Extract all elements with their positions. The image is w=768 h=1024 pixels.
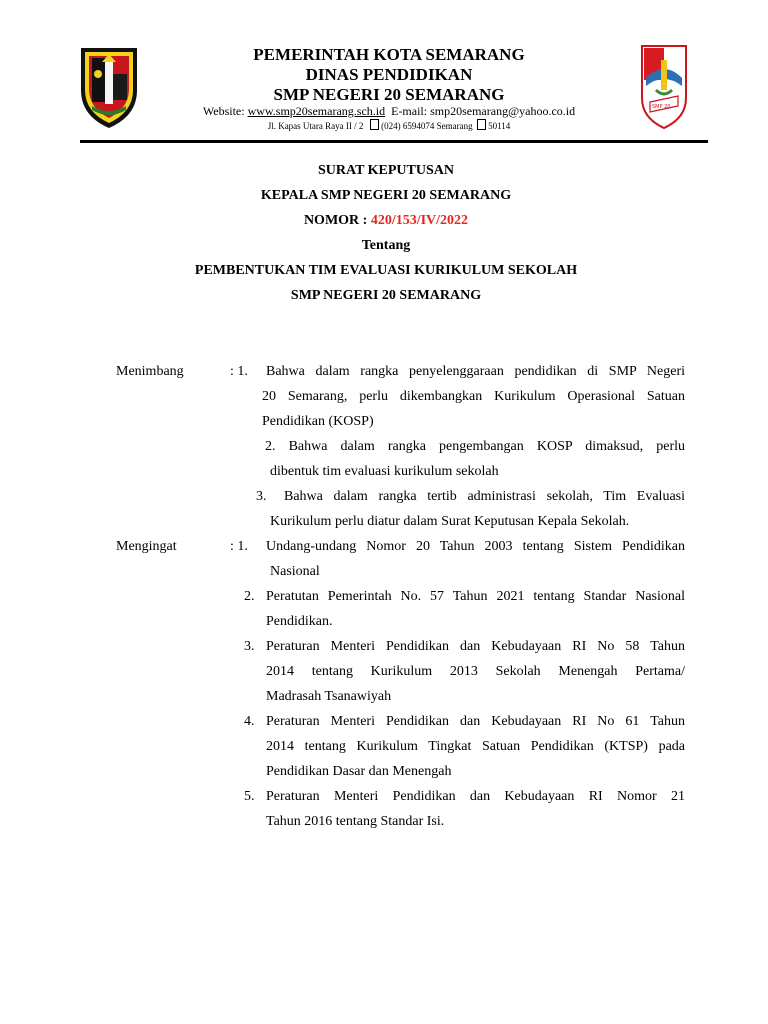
- menimbang-colon: : 1.: [230, 364, 248, 379]
- website-label: Website:: [202, 104, 248, 118]
- header-address: [5, 119, 768, 132]
- menimbang-item3-line2: Kurikulum perlu diatur dalam Surat Keputusan Kepala Sekolah.: [270, 514, 630, 529]
- doc-tentang: Tentang: [361, 238, 411, 253]
- mengingat-item4-line2: 2014 tentang Kurikulum Tingkat Satuan Pendidikan (KTSP) pada: [266, 739, 685, 754]
- menimbang-item1-line2: 20 Semarang, perlu dikembangkan Kurikulum Operasional Satuan: [262, 389, 685, 404]
- mengingat-label: Mengingat: [116, 539, 177, 554]
- doc-subject-line2: SMP NEGERI 20 SEMARANG: [290, 288, 482, 303]
- mengingat-item4-line1: Peraturan Menteri Pendidikan dan Kebudayaan RI No 61 Tahun: [266, 714, 685, 729]
- mengingat-item5-line1: Peraturan Menteri Pendidikan dan Kebudayaan RI Nomor 21: [266, 789, 685, 804]
- nomor-value: 420/153/IV/2022: [370, 213, 469, 228]
- mengingat-colon: : 1.: [230, 539, 248, 554]
- nomor-label: NOMOR :: [303, 213, 371, 228]
- menimbang-item2-line2: dibentuk tim evaluasi kurikulum sekolah: [270, 464, 499, 479]
- header-government: PEMERINTAH KOTA SEMARANG: [253, 45, 525, 64]
- phone-text: (024) 6594074 Semarang: [381, 121, 473, 131]
- menimbang-item1-line3: Pendidikan (KOSP): [262, 414, 374, 429]
- mengingat-item3-line2: 2014 tentang Kurikulum 2013 Sekolah Menengah Pertama/: [266, 664, 685, 679]
- phone-icon: [370, 119, 379, 130]
- postal-text: 50114: [488, 121, 511, 131]
- mengingat-item2-line2: Pendidikan.: [266, 614, 333, 629]
- header-rule-thick: [80, 140, 708, 143]
- mengingat-item4-number: 4.: [244, 714, 255, 729]
- header-department: DINAS PENDIDIKAN: [305, 65, 473, 84]
- svg-text:SMP 20: SMP 20: [652, 104, 671, 110]
- menimbang-label: Menimbang: [116, 364, 184, 379]
- menimbang-item1-line1: Bahwa dalam rangka penyelenggaraan pendidikan di SMP Negeri: [266, 364, 685, 379]
- mengingat-item3-line1: Peraturan Menteri Pendidikan dan Kebudayaan RI No 58 Tahun: [266, 639, 685, 654]
- menimbang-item3-line1: Bahwa dalam rangka tertib administrasi sekolah, Tim Evaluasi: [284, 489, 685, 504]
- mengingat-item2-number: 2.: [244, 589, 255, 604]
- mengingat-item4-line3: Pendidikan Dasar dan Menengah: [266, 764, 452, 779]
- doc-issuer: KEPALA SMP NEGERI 20 SEMARANG: [260, 188, 512, 203]
- mengingat-item1-line2: Nasional: [270, 564, 320, 579]
- header-contact: [5, 104, 768, 118]
- mengingat-item1-line1: Undang-undang Nomor 20 Tahun 2003 tentang Sistem Pendidikan: [266, 539, 685, 554]
- mengingat-item5-line2: Tahun 2016 tentang Standar Isi.: [266, 814, 445, 829]
- header-school: SMP NEGERI 20 SEMARANG: [273, 85, 505, 104]
- email-text: E-mail: smp20semarang@yahoo.co.id: [391, 104, 576, 118]
- doc-title: SURAT KEPUTUSAN: [317, 163, 454, 178]
- mengingat-item2-line1: Peratutan Pemerintah No. 57 Tahun 2021 tentang Standar Nasional: [266, 589, 685, 604]
- doc-subject-line1: PEMBENTUKAN TIM EVALUASI KURIKULUM SEKOLAH: [194, 263, 578, 278]
- mengingat-item3-line3: Madrasah Tsanawiyah: [266, 689, 392, 704]
- mailbox-icon: [477, 119, 486, 130]
- mengingat-item3-number: 3.: [244, 639, 255, 654]
- doc-number: [2, 212, 768, 230]
- address-text: Jl. Kapas Utara Raya II / 2: [267, 121, 364, 131]
- mengingat-item5-number: 5.: [244, 789, 255, 804]
- website-link[interactable]: www.smp20semarang.sch.id: [247, 104, 386, 118]
- menimbang-item2-line1: 2. Bahwa dalam rangka pengembangan KOSP dimaksud, perlu: [265, 439, 685, 454]
- menimbang-item3-number: 3.: [256, 489, 267, 504]
